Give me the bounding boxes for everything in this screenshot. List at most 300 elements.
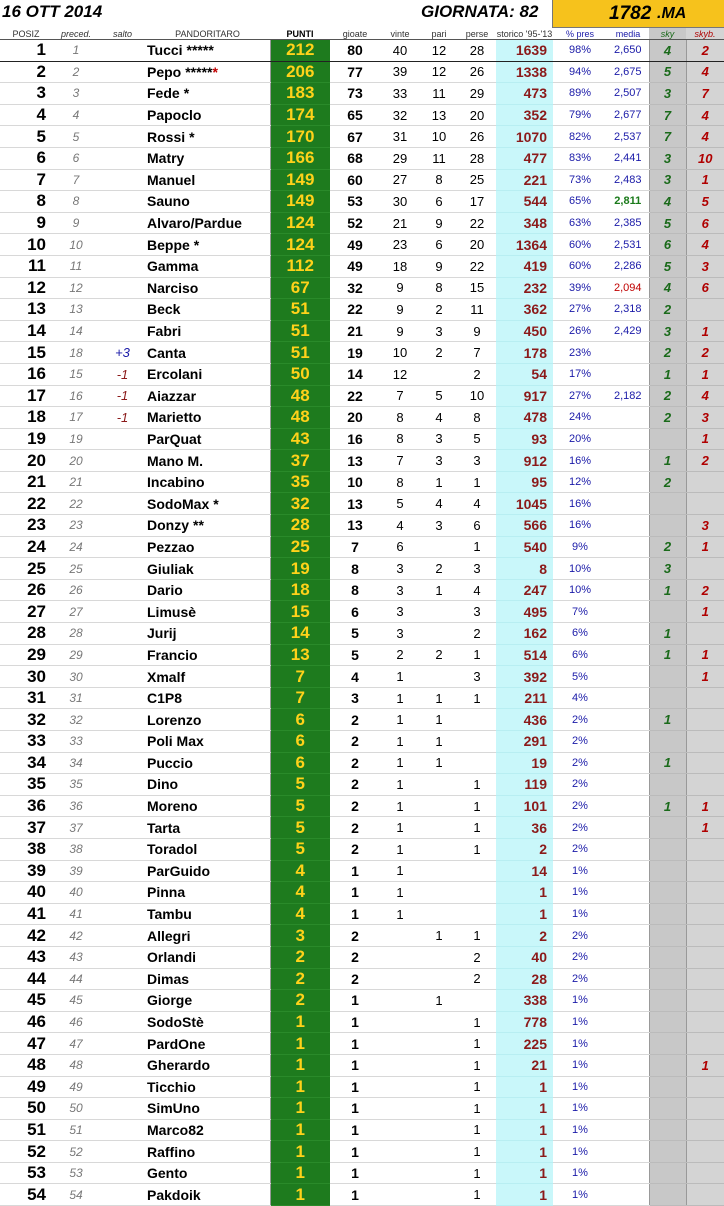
cell-previous: 29 [52, 644, 100, 666]
cell-jump [100, 169, 145, 191]
cell-points: 124 [270, 234, 330, 256]
cell-played: 1 [330, 1076, 380, 1098]
cell-sky: 5 [649, 61, 686, 83]
cell-jump [100, 1184, 145, 1206]
cell-average [607, 774, 649, 796]
cell-presence: 2% [553, 946, 607, 968]
cell-jump [100, 752, 145, 774]
cell-points: 43 [270, 428, 330, 450]
cell-position: 51 [0, 1119, 52, 1141]
cell-jump [100, 536, 145, 558]
cell-points: 6 [270, 731, 330, 753]
cell-average [607, 903, 649, 925]
cell-points: 48 [270, 385, 330, 407]
cell-position: 15 [0, 342, 52, 364]
cell-sky [649, 946, 686, 968]
cell-player-name [145, 169, 270, 191]
col-media: media [607, 28, 649, 40]
cell-drawn [420, 1098, 458, 1120]
player-name: Dimas [147, 970, 190, 987]
cell-drawn [420, 860, 458, 882]
cell-drawn [420, 882, 458, 904]
cell-previous: 6 [52, 147, 100, 169]
cell-sky: 1 [649, 752, 686, 774]
cell-drawn [420, 1162, 458, 1184]
cell-sky [649, 968, 686, 990]
table-row [0, 817, 724, 839]
player-name: Giuliak [147, 560, 194, 577]
cell-jump [100, 277, 145, 299]
cell-average [607, 601, 649, 623]
cell-previous: 17 [52, 407, 100, 429]
player-name: Tarta [147, 819, 181, 836]
cell-played: 2 [330, 709, 380, 731]
player-name: Ticchio [147, 1078, 196, 1095]
cell-skyb: 3 [686, 515, 724, 537]
cell-presence: 83% [553, 147, 607, 169]
cell-skyb: 1 [686, 320, 724, 342]
cell-player-name [145, 709, 270, 731]
cell-points: 1 [270, 1033, 330, 1055]
table-row [0, 687, 724, 709]
table-row [0, 320, 724, 342]
cell-presence: 12% [553, 471, 607, 493]
cell-points: 149 [270, 191, 330, 213]
cell-historic: 162 [496, 623, 553, 645]
cell-lost: 1 [458, 1141, 496, 1163]
player-name: Donzy [147, 517, 189, 534]
cell-sky: 3 [649, 147, 686, 169]
cell-skyb [686, 774, 724, 796]
cell-lost: 1 [458, 1011, 496, 1033]
player-name: Puccio [147, 754, 193, 771]
cell-position: 18 [0, 407, 52, 429]
cell-lost: 26 [458, 126, 496, 148]
cell-won [380, 1184, 420, 1206]
cell-points: 28 [270, 515, 330, 537]
cell-previous: 14 [52, 320, 100, 342]
cell-played: 49 [330, 234, 380, 256]
cell-points: 1 [270, 1076, 330, 1098]
player-name: SodoStè [147, 1014, 204, 1031]
table-row [0, 1076, 724, 1098]
player-stars: ** [193, 517, 204, 534]
cell-player-name [145, 363, 270, 385]
cell-won: 1 [380, 666, 420, 688]
cell-presence: 2% [553, 795, 607, 817]
cell-previous: 20 [52, 450, 100, 472]
cell-drawn: 4 [420, 407, 458, 429]
cell-player-name [145, 191, 270, 213]
cell-drawn [420, 774, 458, 796]
cell-previous: 46 [52, 1011, 100, 1033]
cell-player-name [145, 558, 270, 580]
giornata-label: GIORNATA: 82 [421, 2, 539, 21]
cell-sky [649, 428, 686, 450]
cell-jump [100, 493, 145, 515]
cell-player-name [145, 860, 270, 882]
cell-player-name [145, 925, 270, 947]
table-row [0, 795, 724, 817]
cell-played: 2 [330, 968, 380, 990]
table-row [0, 536, 724, 558]
cell-position: 5 [0, 126, 52, 148]
cell-lost: 1 [458, 644, 496, 666]
cell-average [607, 407, 649, 429]
cell-skyb [686, 493, 724, 515]
cell-lost: 6 [458, 515, 496, 537]
cell-sky: 2 [649, 407, 686, 429]
cell-points: 14 [270, 623, 330, 645]
cell-position: 44 [0, 968, 52, 990]
cell-historic: 178 [496, 342, 553, 364]
cell-won: 1 [380, 795, 420, 817]
cell-points: 25 [270, 536, 330, 558]
cell-drawn: 12 [420, 40, 458, 62]
cell-player-name [145, 731, 270, 753]
cell-lost: 10 [458, 385, 496, 407]
cell-drawn [420, 1033, 458, 1055]
cell-position: 9 [0, 212, 52, 234]
cell-won: 1 [380, 687, 420, 709]
cell-drawn: 8 [420, 169, 458, 191]
cell-drawn [420, 536, 458, 558]
cell-average [607, 731, 649, 753]
cell-historic: 1070 [496, 126, 553, 148]
cell-points: 1 [270, 1098, 330, 1120]
cell-jump [100, 1119, 145, 1141]
cell-drawn: 9 [420, 212, 458, 234]
cell-historic: 419 [496, 255, 553, 277]
cell-previous: 23 [52, 515, 100, 537]
cell-player-name [145, 212, 270, 234]
cell-points: 51 [270, 299, 330, 321]
cell-points: 4 [270, 882, 330, 904]
cell-jump [100, 1054, 145, 1076]
cell-points: 166 [270, 147, 330, 169]
cell-jump [100, 601, 145, 623]
cell-jump [100, 320, 145, 342]
col-pres: % pres [553, 28, 607, 40]
cell-jump [100, 838, 145, 860]
cell-previous: 7 [52, 169, 100, 191]
cell-lost: 1 [458, 817, 496, 839]
cell-won: 9 [380, 277, 420, 299]
cell-lost: 1 [458, 471, 496, 493]
cell-points: 4 [270, 860, 330, 882]
cell-drawn: 3 [420, 515, 458, 537]
cell-position: 12 [0, 277, 52, 299]
cell-lost: 22 [458, 255, 496, 277]
cell-presence: 89% [553, 83, 607, 105]
table-row [0, 234, 724, 256]
cell-average [607, 968, 649, 990]
cell-skyb: 4 [686, 234, 724, 256]
cell-played: 2 [330, 795, 380, 817]
cell-historic: 1 [496, 1119, 553, 1141]
cell-sky: 4 [649, 277, 686, 299]
cell-position: 10 [0, 234, 52, 256]
player-name: Xmalf [147, 668, 186, 685]
cell-played: 20 [330, 407, 380, 429]
table-row [0, 385, 724, 407]
cell-drawn [420, 946, 458, 968]
cell-position: 25 [0, 558, 52, 580]
player-name: Pinna [147, 884, 186, 901]
cell-average [607, 946, 649, 968]
cell-player-name [145, 1054, 270, 1076]
cell-lost: 9 [458, 320, 496, 342]
player-name: Toradol [147, 841, 198, 858]
table-row [0, 860, 724, 882]
table-row [0, 1098, 724, 1120]
cell-played: 1 [330, 1054, 380, 1076]
cell-sky: 2 [649, 299, 686, 321]
cell-player-name [145, 774, 270, 796]
cell-average [607, 666, 649, 688]
cell-presence: 1% [553, 882, 607, 904]
cell-player-name [145, 968, 270, 990]
cell-won: 12 [380, 363, 420, 385]
cell-average [607, 450, 649, 472]
cell-played: 80 [330, 40, 380, 62]
cell-average [607, 817, 649, 839]
cell-sky [649, 1119, 686, 1141]
cell-jump [100, 104, 145, 126]
player-name: Marietto [147, 409, 202, 426]
cell-lost: 4 [458, 493, 496, 515]
cell-previous: 10 [52, 234, 100, 256]
cell-sky: 4 [649, 191, 686, 213]
cell-won: 10 [380, 342, 420, 364]
table-row [0, 946, 724, 968]
table-header-row [0, 28, 724, 40]
cell-won [380, 1098, 420, 1120]
cell-average: 2,677 [607, 104, 649, 126]
cell-won: 1 [380, 774, 420, 796]
cell-skyb [686, 1184, 724, 1206]
cell-average: 2,483 [607, 169, 649, 191]
cell-presence: 94% [553, 61, 607, 83]
cell-won [380, 925, 420, 947]
cell-points: 50 [270, 363, 330, 385]
cell-skyb: 3 [686, 407, 724, 429]
cell-points: 124 [270, 212, 330, 234]
player-name: ParQuat [147, 430, 202, 447]
cell-position: 22 [0, 493, 52, 515]
cell-jump [100, 774, 145, 796]
cell-jump [100, 471, 145, 493]
cell-sky: 2 [649, 536, 686, 558]
cell-skyb: 1 [686, 666, 724, 688]
cell-lost: 2 [458, 363, 496, 385]
cell-player-name [145, 493, 270, 515]
player-name: Dino [147, 776, 179, 793]
cell-won [380, 1011, 420, 1033]
cell-average [607, 1033, 649, 1055]
cell-position: 45 [0, 990, 52, 1012]
cell-historic: 338 [496, 990, 553, 1012]
cell-played: 2 [330, 731, 380, 753]
ma-value: 1782 [609, 3, 652, 24]
cell-historic: 514 [496, 644, 553, 666]
cell-played: 13 [330, 515, 380, 537]
cell-sky [649, 903, 686, 925]
cell-player-name [145, 579, 270, 601]
cell-presence: 16% [553, 493, 607, 515]
cell-points: 51 [270, 320, 330, 342]
cell-previous: 34 [52, 752, 100, 774]
cell-played: 13 [330, 493, 380, 515]
cell-points: 5 [270, 795, 330, 817]
cell-skyb: 3 [686, 255, 724, 277]
cell-lost: 5 [458, 428, 496, 450]
cell-historic: 36 [496, 817, 553, 839]
player-name: Gherardo [147, 1057, 211, 1074]
cell-sky [649, 1076, 686, 1098]
cell-won: 30 [380, 191, 420, 213]
cell-skyb [686, 968, 724, 990]
cell-jump [100, 1033, 145, 1055]
table-row [0, 147, 724, 169]
cell-sky [649, 493, 686, 515]
col-name: PANDORITARO [145, 28, 270, 40]
cell-position: 13 [0, 299, 52, 321]
table-row [0, 342, 724, 364]
cell-presence: 20% [553, 428, 607, 450]
cell-average [607, 558, 649, 580]
cell-skyb [686, 1141, 724, 1163]
table-body [0, 40, 724, 1206]
cell-historic: 95 [496, 471, 553, 493]
table-row [0, 1141, 724, 1163]
cell-played: 67 [330, 126, 380, 148]
cell-won: 1 [380, 882, 420, 904]
cell-previous: 33 [52, 731, 100, 753]
cell-historic: 1639 [496, 40, 553, 62]
cell-position: 33 [0, 731, 52, 753]
cell-historic: 8 [496, 558, 553, 580]
header-bar [0, 0, 724, 28]
cell-presence: 4% [553, 687, 607, 709]
cell-points: 1 [270, 1141, 330, 1163]
cell-average [607, 709, 649, 731]
cell-won: 8 [380, 471, 420, 493]
cell-player-name [145, 990, 270, 1012]
cell-points: 183 [270, 83, 330, 105]
cell-previous: 24 [52, 536, 100, 558]
cell-played: 1 [330, 1119, 380, 1141]
cell-sky: 4 [649, 40, 686, 62]
player-name: Alvaro/Pardue [147, 215, 242, 232]
cell-won: 7 [380, 450, 420, 472]
cell-presence: 1% [553, 1184, 607, 1206]
cell-historic: 566 [496, 515, 553, 537]
player-name: Rossi [147, 128, 186, 145]
cell-drawn: 1 [420, 925, 458, 947]
cell-played: 1 [330, 990, 380, 1012]
cell-played: 1 [330, 1162, 380, 1184]
cell-jump [100, 968, 145, 990]
cell-points: 37 [270, 450, 330, 472]
cell-lost: 28 [458, 40, 496, 62]
cell-lost: 1 [458, 1033, 496, 1055]
cell-presence: 16% [553, 515, 607, 537]
cell-lost: 1 [458, 1076, 496, 1098]
cell-skyb: 10 [686, 147, 724, 169]
cell-player-name [145, 40, 270, 62]
cell-previous: 38 [52, 838, 100, 860]
cell-won: 1 [380, 817, 420, 839]
cell-lost: 28 [458, 147, 496, 169]
cell-drawn [420, 601, 458, 623]
cell-previous: 2 [52, 61, 100, 83]
cell-jump [100, 1162, 145, 1184]
table-row [0, 882, 724, 904]
cell-historic: 1 [496, 1184, 553, 1206]
cell-position: 16 [0, 363, 52, 385]
cell-skyb [686, 1011, 724, 1033]
cell-won: 40 [380, 40, 420, 62]
cell-skyb: 6 [686, 277, 724, 299]
cell-average [607, 644, 649, 666]
cell-previous: 37 [52, 817, 100, 839]
cell-points: 67 [270, 277, 330, 299]
cell-player-name [145, 882, 270, 904]
cell-player-name [145, 817, 270, 839]
table-row [0, 169, 724, 191]
cell-jump: -1 [100, 385, 145, 407]
cell-historic: 495 [496, 601, 553, 623]
cell-drawn: 3 [420, 428, 458, 450]
cell-position: 26 [0, 579, 52, 601]
table-row [0, 666, 724, 688]
cell-sky: 7 [649, 126, 686, 148]
cell-lost [458, 903, 496, 925]
player-name: Tucci [147, 42, 183, 59]
col-salto: salto [100, 28, 145, 40]
cell-average [607, 493, 649, 515]
player-name: Fabri [147, 323, 182, 340]
cell-previous: 43 [52, 946, 100, 968]
cell-jump [100, 990, 145, 1012]
cell-average [607, 795, 649, 817]
cell-player-name [145, 795, 270, 817]
cell-historic: 221 [496, 169, 553, 191]
cell-player-name [145, 450, 270, 472]
cell-won: 1 [380, 752, 420, 774]
cell-won: 1 [380, 709, 420, 731]
cell-jump [100, 40, 145, 62]
cell-skyb: 1 [686, 363, 724, 385]
cell-played: 10 [330, 471, 380, 493]
cell-presence: 1% [553, 1119, 607, 1141]
cell-drawn [420, 1054, 458, 1076]
cell-played: 2 [330, 946, 380, 968]
cell-points: 1 [270, 1011, 330, 1033]
player-stars: ***** [186, 42, 214, 59]
cell-won [380, 946, 420, 968]
cell-played: 1 [330, 860, 380, 882]
cell-won: 5 [380, 493, 420, 515]
cell-player-name [145, 1162, 270, 1184]
cell-skyb [686, 299, 724, 321]
col-storico: storico '95-'13 [496, 28, 553, 39]
cell-presence: 6% [553, 644, 607, 666]
table-row [0, 925, 724, 947]
cell-skyb: 1 [686, 644, 724, 666]
cell-average: 2,675 [607, 61, 649, 83]
